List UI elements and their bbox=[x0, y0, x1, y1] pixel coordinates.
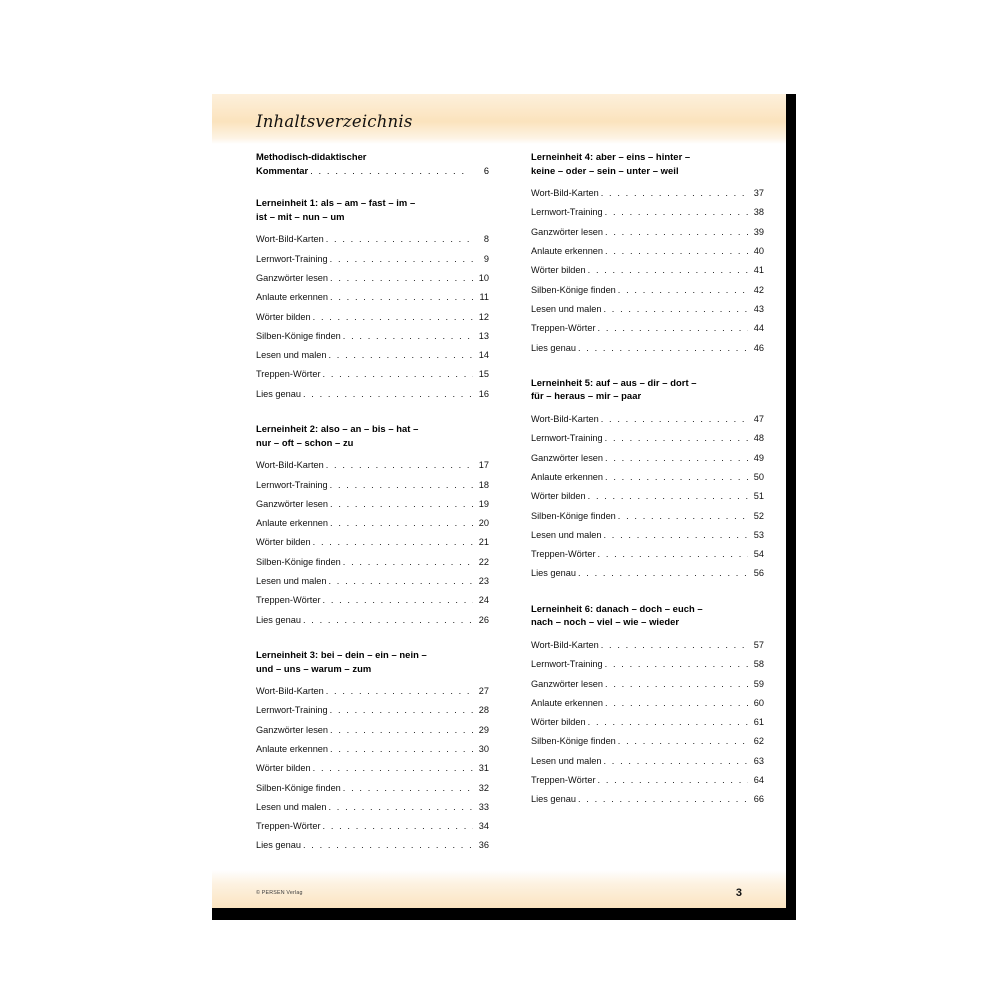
toc-entry-page: 40 bbox=[753, 246, 764, 257]
toc-entry-label: Silben-Könige finden bbox=[531, 284, 616, 295]
toc-dot-leader bbox=[605, 694, 748, 706]
toc-entry[interactable] bbox=[256, 269, 489, 288]
toc-entry[interactable] bbox=[256, 288, 489, 307]
toc-dot-leader bbox=[588, 487, 748, 499]
toc-entry-page: 14 bbox=[478, 350, 489, 361]
toc-dot-leader bbox=[578, 790, 748, 802]
toc-entry-page: 57 bbox=[753, 639, 764, 650]
toc-entry-label: Wort-Bild-Karten bbox=[256, 686, 324, 697]
toc-entry-page: 27 bbox=[478, 686, 489, 697]
toc-entry-label: Anlaute erkennen bbox=[256, 292, 329, 303]
toc-section-title-line: nach – noch – viel – wie – wieder bbox=[531, 616, 680, 628]
toc-dot-leader bbox=[303, 385, 473, 397]
toc-column-right bbox=[499, 150, 786, 874]
toc-entry-page: 34 bbox=[478, 821, 489, 832]
toc-entry-label: Ganzwörter lesen bbox=[531, 678, 604, 689]
toc-entry-label: Wörter bilden bbox=[256, 311, 311, 322]
toc-entry[interactable] bbox=[531, 429, 764, 448]
toc-entry[interactable] bbox=[531, 300, 764, 319]
toc-entry[interactable] bbox=[256, 701, 489, 720]
toc-dot-leader bbox=[604, 752, 749, 764]
toc-entry-label: Lesen und malen bbox=[531, 529, 602, 540]
toc-dot-leader bbox=[313, 308, 473, 320]
toc-entry-page: 22 bbox=[478, 556, 489, 567]
toc-entry-page: 29 bbox=[478, 724, 489, 735]
toc-entry-label: Anlaute erkennen bbox=[531, 471, 604, 482]
toc-section-title bbox=[256, 422, 489, 449]
toc-dot-leader bbox=[578, 564, 748, 576]
toc-entry[interactable] bbox=[531, 752, 764, 771]
toc-entry[interactable] bbox=[531, 468, 764, 487]
toc-dot-leader bbox=[323, 591, 473, 603]
toc-entry[interactable] bbox=[256, 495, 489, 514]
toc-entry[interactable] bbox=[531, 713, 764, 732]
toc-dot-leader bbox=[605, 655, 748, 667]
toc-section bbox=[256, 196, 489, 404]
toc-section-title-line: keine – oder – sein – unter – weil bbox=[531, 164, 679, 176]
toc-entry-label: Silben-Könige finden bbox=[531, 510, 616, 521]
toc-entry-label: Lies genau bbox=[531, 342, 576, 353]
toc-entry-page: 37 bbox=[753, 188, 764, 199]
toc-dot-leader bbox=[588, 713, 748, 725]
toc-section-title-line: Lerneinheit 1: als – am – fast – im – bbox=[256, 197, 416, 209]
toc-section bbox=[531, 376, 764, 584]
toc-entry-label: Treppen-Wörter bbox=[256, 369, 321, 380]
toc-entry-page: 19 bbox=[478, 498, 489, 509]
page-title: Inhaltsverzeichnis bbox=[256, 112, 413, 131]
toc-dot-leader bbox=[330, 269, 473, 281]
toc-entry-label: Wörter bilden bbox=[256, 763, 311, 774]
toc-dot-leader bbox=[326, 230, 473, 242]
toc-entry[interactable] bbox=[531, 242, 764, 261]
toc-entry-label: Anlaute erkennen bbox=[531, 246, 604, 257]
toc-entry-label: Lies genau bbox=[256, 840, 301, 851]
toc-entry-label: Ganzwörter lesen bbox=[531, 226, 604, 237]
toc-entry[interactable] bbox=[256, 308, 489, 327]
toc-entry[interactable] bbox=[531, 790, 764, 809]
toc-section-title bbox=[256, 648, 489, 675]
toc-dot-leader bbox=[605, 223, 748, 235]
toc-entry[interactable] bbox=[531, 261, 764, 280]
toc-entry[interactable] bbox=[531, 771, 764, 790]
toc-entry-label: Lies genau bbox=[531, 794, 576, 805]
toc-entry[interactable] bbox=[256, 385, 489, 404]
toc-entry-label: Lernwort-Training bbox=[256, 705, 328, 716]
toc-entry-page: 11 bbox=[479, 292, 489, 303]
toc-entry-label: Wort-Bild-Karten bbox=[531, 414, 599, 425]
toc-entry[interactable] bbox=[531, 410, 764, 429]
toc-dot-leader bbox=[343, 553, 473, 565]
toc-entry-page: 46 bbox=[753, 342, 764, 353]
toc-dot-leader bbox=[330, 740, 473, 752]
toc-entry[interactable] bbox=[531, 507, 764, 526]
toc-entry[interactable] bbox=[256, 514, 489, 533]
toc-entry-label: Treppen-Wörter bbox=[531, 323, 596, 334]
toc-dot-leader bbox=[329, 572, 474, 584]
toc-dot-leader bbox=[604, 526, 749, 538]
toc-dot-leader bbox=[588, 261, 748, 273]
footer-band bbox=[212, 870, 786, 908]
toc-dot-leader bbox=[330, 476, 473, 488]
toc-entry-label: Ganzwörter lesen bbox=[256, 724, 329, 735]
toc-entry-page: 18 bbox=[478, 479, 489, 490]
toc-entry[interactable] bbox=[256, 476, 489, 495]
toc-entry-label: Silben-Könige finden bbox=[531, 736, 616, 747]
toc-dot-leader bbox=[598, 545, 748, 557]
toc-entry-page: 43 bbox=[753, 303, 764, 314]
toc-entry-page: 49 bbox=[753, 452, 764, 463]
toc-entry-label: Silben-Könige finden bbox=[256, 556, 341, 567]
toc-dot-leader bbox=[310, 164, 473, 176]
toc-entry-page: 31 bbox=[478, 763, 489, 774]
toc-entry[interactable] bbox=[256, 553, 489, 572]
toc-entry[interactable] bbox=[256, 611, 489, 630]
toc-entry-page: 64 bbox=[753, 774, 764, 785]
toc-entry[interactable] bbox=[531, 675, 764, 694]
toc-entry-label: Treppen-Wörter bbox=[256, 595, 321, 606]
toc-entry[interactable] bbox=[256, 798, 489, 817]
toc-dot-leader bbox=[343, 779, 473, 791]
toc-entry-page: 13 bbox=[478, 330, 489, 341]
toc-dot-leader bbox=[605, 468, 748, 480]
toc-section bbox=[531, 150, 764, 358]
toc-dot-leader bbox=[313, 759, 473, 771]
toc-dot-leader bbox=[323, 817, 473, 829]
toc-entry[interactable] bbox=[531, 636, 764, 655]
toc-entry-label: Silben-Könige finden bbox=[256, 330, 341, 341]
toc-entry[interactable] bbox=[531, 449, 764, 468]
toc-entry-page: 59 bbox=[753, 678, 764, 689]
toc-entry-label: Ganzwörter lesen bbox=[531, 452, 604, 463]
toc-entry-label: Lernwort-Training bbox=[531, 659, 603, 670]
toc-entry-page: 44 bbox=[753, 323, 764, 334]
toc-section-title-line: Lerneinheit 2: also – an – bis – hat – bbox=[256, 423, 419, 435]
toc-entry[interactable] bbox=[531, 526, 764, 545]
toc-entry[interactable] bbox=[256, 817, 489, 836]
toc-entry-page: 36 bbox=[478, 840, 489, 851]
toc-entry-page: 39 bbox=[753, 226, 764, 237]
toc-entry[interactable] bbox=[531, 223, 764, 242]
toc-entry-page: 8 bbox=[483, 234, 489, 245]
toc-dot-leader bbox=[323, 365, 473, 377]
toc-entry[interactable] bbox=[531, 203, 764, 222]
toc-entry-page: 54 bbox=[753, 549, 764, 560]
toc-entry-label: Treppen-Wörter bbox=[256, 821, 321, 832]
toc-entry[interactable] bbox=[256, 740, 489, 759]
toc-entry-label: Silben-Könige finden bbox=[256, 782, 341, 793]
toc-entry[interactable] bbox=[256, 533, 489, 552]
toc-dot-leader bbox=[618, 732, 748, 744]
toc-dot-leader bbox=[605, 675, 748, 687]
toc-dot-leader bbox=[604, 300, 749, 312]
toc-entry-page: 15 bbox=[478, 369, 489, 380]
toc-entry[interactable] bbox=[531, 281, 764, 300]
toc-dot-leader bbox=[303, 611, 473, 623]
toc-entry[interactable] bbox=[531, 184, 764, 203]
toc-section-title-line: Lerneinheit 6: danach – doch – euch – bbox=[531, 602, 703, 614]
toc-dot-leader bbox=[601, 410, 748, 422]
toc-entry-page: 66 bbox=[753, 794, 764, 805]
toc-section-title-line: Lerneinheit 3: bei – dein – ein – nein – bbox=[256, 648, 427, 660]
toc-section bbox=[256, 150, 489, 178]
toc-entry-page: 32 bbox=[478, 782, 489, 793]
toc-entry[interactable] bbox=[531, 319, 764, 338]
toc-entry-page: 33 bbox=[478, 801, 489, 812]
toc-entry-label: Wörter bilden bbox=[531, 491, 586, 502]
toc-entry-page: 48 bbox=[753, 433, 764, 444]
toc-entry[interactable] bbox=[256, 230, 489, 249]
toc-section bbox=[256, 422, 489, 630]
toc-entry[interactable] bbox=[531, 655, 764, 674]
toc-section-title bbox=[531, 150, 764, 177]
toc-dot-leader bbox=[601, 636, 748, 648]
toc-entry-page: 47 bbox=[753, 414, 764, 425]
toc-entry-page: 63 bbox=[753, 755, 764, 766]
toc-entry[interactable] bbox=[531, 339, 764, 358]
toc-dot-leader bbox=[605, 203, 748, 215]
toc-dot-leader bbox=[601, 184, 748, 196]
publisher-imprint: © PERSEN Verlag bbox=[256, 890, 303, 896]
toc-entry-page: 23 bbox=[478, 576, 489, 587]
toc-dot-leader bbox=[329, 346, 474, 358]
toc-section-title bbox=[256, 196, 489, 223]
toc-entry-page: 20 bbox=[478, 518, 489, 529]
toc-entry-page: 56 bbox=[753, 568, 764, 579]
toc-entry-label: Lernwort-Training bbox=[256, 253, 328, 264]
toc-entry-label: Lesen und malen bbox=[531, 755, 602, 766]
toc-dot-leader bbox=[605, 449, 748, 461]
toc-dot-leader bbox=[330, 514, 473, 526]
toc-entry-label: Lesen und malen bbox=[256, 576, 327, 587]
toc-dot-leader bbox=[326, 456, 473, 468]
toc-entry-label: Lesen und malen bbox=[256, 350, 327, 361]
toc-dot-leader bbox=[343, 327, 473, 339]
toc-dot-leader bbox=[330, 250, 473, 262]
toc-entry-page: 30 bbox=[478, 743, 489, 754]
toc-entry-label: Wort-Bild-Karten bbox=[531, 639, 599, 650]
toc-dot-leader bbox=[598, 771, 748, 783]
toc-dot-leader bbox=[578, 339, 748, 351]
toc-dot-leader bbox=[618, 281, 748, 293]
toc-entry-page: 24 bbox=[478, 595, 489, 606]
toc-section-title-line: nur – oft – schon – zu bbox=[256, 436, 354, 448]
toc-entry-label: Anlaute erkennen bbox=[256, 518, 329, 529]
toc-entry-page: 6 bbox=[483, 165, 489, 176]
toc-entry-label: Lesen und malen bbox=[531, 303, 602, 314]
toc-entry-label: Lies genau bbox=[256, 614, 301, 625]
toc-dot-leader bbox=[326, 682, 473, 694]
toc-entry[interactable] bbox=[531, 732, 764, 751]
toc-entry-label: Wörter bilden bbox=[531, 265, 586, 276]
toc-entry-page: 12 bbox=[478, 311, 489, 322]
page-number: 3 bbox=[735, 887, 742, 899]
toc-entry-label: Lesen und malen bbox=[256, 801, 327, 812]
toc-entry[interactable] bbox=[531, 694, 764, 713]
toc-entry[interactable] bbox=[256, 759, 489, 778]
toc-section-title: Methodisch-didaktischer bbox=[256, 151, 367, 162]
toc-entry[interactable] bbox=[256, 836, 489, 855]
toc-entry-page: 38 bbox=[753, 207, 764, 218]
toc-entry-page: 26 bbox=[478, 614, 489, 625]
toc-entry[interactable] bbox=[256, 164, 489, 179]
toc-entry-page: 21 bbox=[478, 537, 489, 548]
toc-entry-label: Wort-Bild-Karten bbox=[256, 460, 324, 471]
toc-entry-label: Ganzwörter lesen bbox=[256, 498, 329, 509]
toc-entry-label: Lies genau bbox=[531, 568, 576, 579]
toc-dot-leader bbox=[330, 701, 473, 713]
toc-entry-label: Lernwort-Training bbox=[256, 479, 328, 490]
toc-entry-page: 16 bbox=[478, 388, 489, 399]
toc-entry-label: Treppen-Wörter bbox=[531, 774, 596, 785]
document-page bbox=[212, 94, 786, 908]
toc-entry-label: Wort-Bild-Karten bbox=[256, 234, 324, 245]
toc-dot-leader bbox=[329, 798, 474, 810]
toc-entry-page: 53 bbox=[753, 529, 764, 540]
toc-entry-page: 17 bbox=[478, 460, 489, 471]
toc-entry-label: Lies genau bbox=[256, 388, 301, 399]
toc-entry[interactable] bbox=[531, 545, 764, 564]
toc-entry[interactable] bbox=[256, 456, 489, 475]
toc-entry-label: Wörter bilden bbox=[531, 717, 586, 728]
toc-section bbox=[256, 648, 489, 856]
toc-section-title-line: für – heraus – mir – paar bbox=[531, 390, 642, 402]
toc-entry-page: 51 bbox=[753, 491, 764, 502]
toc-entry-label: Anlaute erkennen bbox=[256, 743, 329, 754]
toc-section-title-line: und – uns – warum – zum bbox=[256, 662, 372, 674]
toc-entry-page: 42 bbox=[753, 284, 764, 295]
toc-entry-page: 61 bbox=[753, 717, 764, 728]
toc-entry-page: 10 bbox=[478, 272, 489, 283]
toc-dot-leader bbox=[598, 319, 748, 331]
toc-dot-leader bbox=[605, 429, 748, 441]
toc-entry-label: Treppen-Wörter bbox=[531, 549, 596, 560]
toc-entry-page: 52 bbox=[753, 510, 764, 521]
toc-entry-label: Kommentar bbox=[256, 164, 309, 176]
toc-entry[interactable] bbox=[256, 682, 489, 701]
toc-entry-label: Lernwort-Training bbox=[531, 207, 603, 218]
toc-entry-page: 62 bbox=[753, 736, 764, 747]
toc-section-title-line: Lerneinheit 5: auf – aus – dir – dort – bbox=[531, 376, 697, 388]
toc-section-title-line: Lerneinheit 4: aber – eins – hinter – bbox=[531, 151, 691, 162]
toc-entry[interactable] bbox=[256, 721, 489, 740]
toc-entry[interactable] bbox=[256, 250, 489, 269]
toc-entry-label: Ganzwörter lesen bbox=[256, 272, 329, 283]
toc-entry[interactable] bbox=[256, 572, 489, 591]
toc-dot-leader bbox=[330, 721, 473, 733]
toc-entry[interactable] bbox=[531, 487, 764, 506]
toc-section-title-line: ist – mit – nun – um bbox=[256, 210, 345, 222]
toc-entry-page: 9 bbox=[483, 253, 489, 264]
toc-entry-page: 58 bbox=[753, 659, 764, 670]
toc-section-title bbox=[531, 602, 764, 629]
toc-column-left bbox=[212, 150, 499, 874]
toc-entry-label: Lernwort-Training bbox=[531, 433, 603, 444]
toc-section bbox=[531, 602, 764, 810]
toc-columns bbox=[212, 150, 786, 874]
toc-entry[interactable] bbox=[531, 564, 764, 583]
toc-dot-leader bbox=[313, 533, 473, 545]
toc-dot-leader bbox=[605, 242, 748, 254]
toc-entry[interactable] bbox=[256, 365, 489, 384]
toc-entry[interactable] bbox=[256, 591, 489, 610]
toc-dot-leader bbox=[618, 507, 748, 519]
toc-entry-label: Wörter bilden bbox=[256, 537, 311, 548]
toc-entry-page: 60 bbox=[753, 697, 764, 708]
toc-entry-page: 50 bbox=[753, 471, 764, 482]
toc-entry-label: Wort-Bild-Karten bbox=[531, 188, 599, 199]
toc-dot-leader bbox=[303, 836, 473, 848]
toc-section-title bbox=[531, 376, 764, 403]
toc-dot-leader bbox=[330, 495, 473, 507]
toc-entry[interactable] bbox=[256, 327, 489, 346]
toc-dot-leader bbox=[330, 288, 473, 300]
toc-entry-page: 41 bbox=[753, 265, 764, 276]
toc-entry-label: Anlaute erkennen bbox=[531, 697, 604, 708]
toc-entry[interactable] bbox=[256, 779, 489, 798]
toc-entry-page: 28 bbox=[478, 705, 489, 716]
toc-entry[interactable] bbox=[256, 346, 489, 365]
